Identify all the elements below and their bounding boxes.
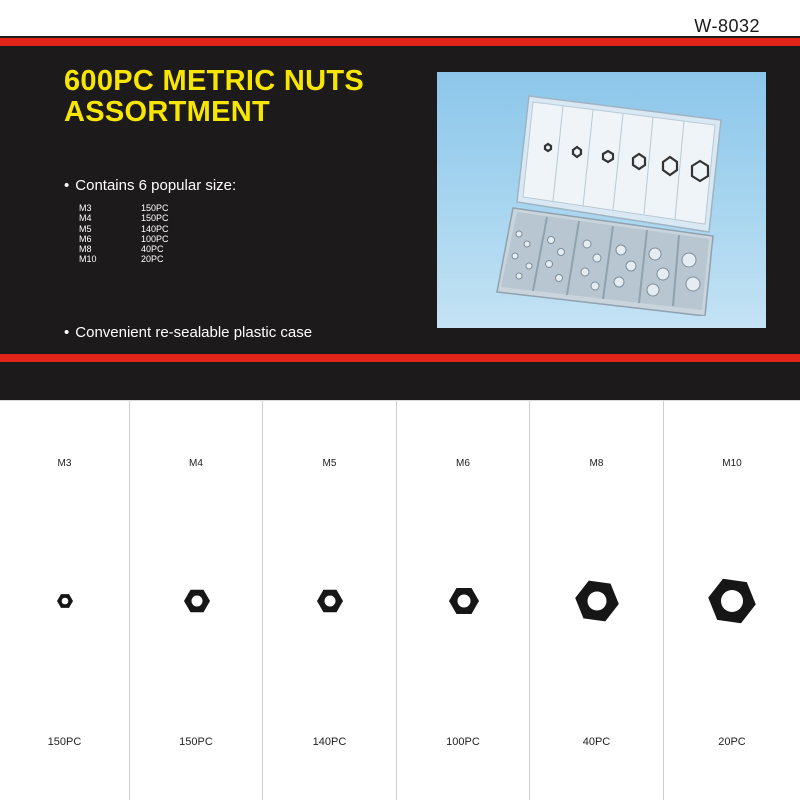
top-strip	[0, 0, 800, 36]
size-name: M10	[79, 254, 97, 265]
size-qty: 100PC	[141, 233, 169, 244]
size-row	[79, 244, 169, 254]
bin-count-label: 150PC	[179, 736, 213, 748]
product-title	[64, 66, 364, 128]
red-divider-bottom	[0, 354, 800, 362]
bullet-sizes-intro: • Contains 6 popular size:	[64, 177, 236, 194]
size-qty: 40PC	[141, 244, 164, 255]
hex-nut-icon	[55, 591, 75, 611]
size-name: M3	[79, 203, 92, 213]
bin-size-label: M4	[189, 458, 203, 469]
size-name: M4	[79, 213, 92, 224]
size-name: M8	[79, 244, 92, 255]
model-number: W-8032	[694, 16, 760, 36]
bin	[397, 401, 530, 800]
size-name: M5	[79, 223, 92, 234]
bin-size-label: M3	[57, 458, 72, 469]
hex-nut-icon	[706, 575, 758, 627]
hex-nut-hole	[721, 590, 743, 612]
hex-nut-icon	[573, 577, 621, 625]
size-qty: 150PC	[141, 203, 169, 213]
bin-count-label: 40PC	[582, 736, 611, 748]
bin-size-label: M10	[722, 458, 742, 469]
hex-nut-icon	[447, 584, 481, 618]
size-name: M6	[79, 233, 92, 244]
hex-nut-hole	[325, 596, 336, 607]
bin-size-label: M5	[322, 458, 337, 469]
nut-bins-panel	[0, 400, 800, 800]
product-photo	[437, 72, 766, 328]
hex-nut-hole	[62, 598, 69, 605]
size-table	[79, 203, 169, 265]
title-line-1: 600PC METRIC NUTS	[64, 65, 364, 97]
title-line-2: ASSORTMENT	[64, 96, 270, 128]
bin-count-label: 100PC	[446, 736, 480, 748]
bin	[263, 401, 397, 800]
hex-nut-hole	[457, 595, 470, 608]
size-qty: 140PC	[141, 223, 169, 234]
bin	[130, 401, 263, 800]
bin-count-label: 150PC	[47, 736, 82, 748]
size-row	[79, 234, 169, 244]
size-row	[79, 254, 169, 264]
size-row	[79, 213, 169, 223]
size-qty: 20PC	[141, 254, 164, 265]
hex-nut-hole	[588, 592, 607, 611]
hex-nut-icon	[315, 586, 345, 616]
size-row	[79, 203, 169, 213]
bin	[530, 401, 664, 800]
size-row	[79, 224, 169, 234]
size-qty: 150PC	[141, 213, 169, 224]
hex-nut-icon	[182, 586, 212, 616]
bin-count-label: 140PC	[312, 736, 347, 748]
storage-case-illustration	[489, 84, 727, 316]
bin-size-label: M8	[589, 458, 604, 469]
bullet-case: • Convenient re-sealable plastic case	[64, 324, 312, 341]
bin-count-label: 20PC	[718, 736, 746, 748]
bin	[0, 401, 130, 800]
hex-nut-hole	[191, 596, 202, 607]
red-divider-top	[0, 38, 800, 46]
bin-size-label: M6	[456, 458, 470, 469]
bin	[664, 401, 800, 800]
